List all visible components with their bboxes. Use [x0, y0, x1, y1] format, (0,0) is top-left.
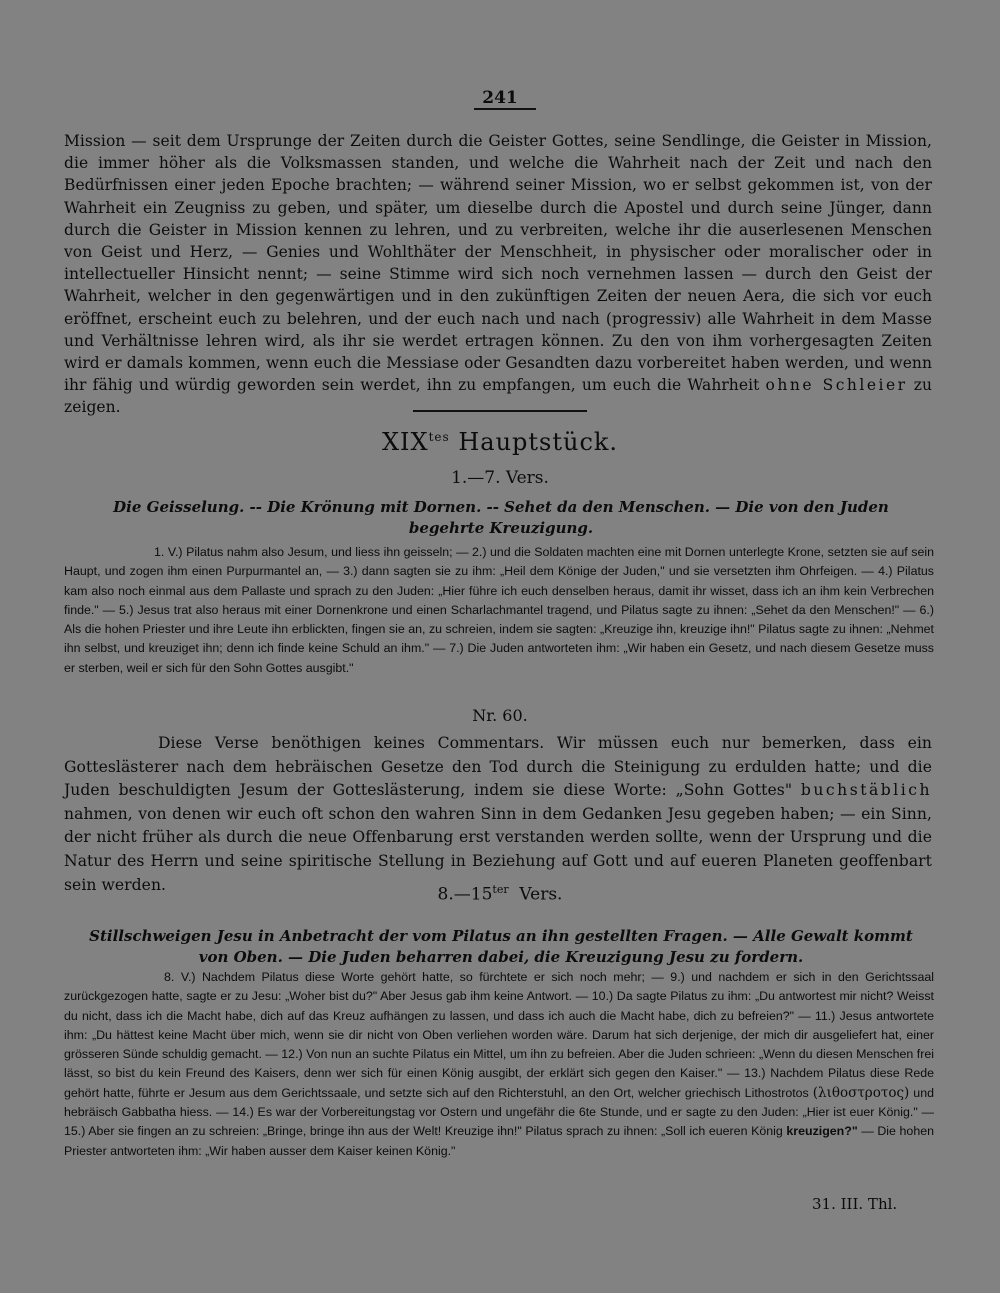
commentary-text-after: nahmen, von denen wir euch oft schon den wahren Sinn in dem Gedanken Jesu gegeben haben; — ein Sinn, der nicht früher als durch die neue Offenbarung erst verstanden werden sollte, wenn der Ursprung und die Natur des Herrn und seine spiritische Stellung in Beziehung auf Gott und auf eueren Planeten geoffenbart sein werden.: [64, 804, 932, 894]
greek-term: (λιθοστροτος): [812, 1084, 910, 1101]
verse-heading-2-end: Vers.: [519, 884, 563, 905]
commentary-emphasis: buchstäblich: [800, 781, 932, 800]
page-number: 241: [482, 88, 518, 108]
commentary-paragraph: [64, 732, 932, 897]
intro-emphasis: ohne Schleier: [765, 376, 908, 395]
chapter-number-suffix: tes: [428, 430, 450, 444]
section-summary-1: Die Geisselung. -- Die Krönung mit Dornen. -- Sehet da den Menschen. — Die von den Juden begehrte Kreuzigung.: [113, 498, 889, 537]
chapter-number: XIX: [381, 428, 429, 456]
verse-heading-2-suffix: ter: [492, 883, 509, 896]
verse-heading-2: [0, 883, 1000, 905]
intro-paragraph: [64, 130, 932, 419]
verse-heading-1: 1.—7. Vers.: [451, 468, 549, 488]
chapter-title: Hauptstück.: [458, 428, 619, 456]
verse-heading-2-start: 8.—15: [437, 884, 493, 905]
chapter-heading: [0, 428, 1000, 456]
verse-text-2-bold: kreuzigen?": [786, 1124, 858, 1139]
page-number-underline: [474, 108, 536, 110]
verse-text-2: [64, 968, 934, 1161]
verse-text-1: 1. V.) Pilatus nahm also Jesum, und liess ihn geisseln; — 2.) und die Soldaten machten eine mit Dornen unterlegte Krone, setzten sie auf sein Haupt, und zogen ihm einen Purpurmantel an, — 3.) dann sagten sie zu ihm: „Heil dem Könige der Juden," und sie versetzten ihm Ohrfeigen. — 4.) Pilatus kam also noch einmal aus dem Pallaste und sprach zu den Juden: „Hier führe ich euch denselben heraus, damit ihr wisset, dass ich an ihm kein Verbrechen finde." — 5.) Jesus trat also heraus mit einer Dornenkrone und einen Scharlachmantel tragend, und Pilatus sagte zu ihnen: „Sehet da den Menschen!" — 6.) Als die hohen Priester und ihre Leute ihn erblickten, fingen sie an, zu schreien, indem sie sagten: „Kreuzige ihn, kreuzige ihn!" Pilatus sagte zu ihnen: „Nehmet ihn selbst, und kreuziget ihn; denn ich finde keine Schuld an ihm." — 7.) Die Juden antworteten ihm: „Wir haben ein Gesetz, und nach diesem Gesetze muss er sterben, weil er sich für den Sohn Gottes ausgibt.": [64, 545, 934, 675]
verse-text-2-after: — Die hohen Priester antworteten ihm: „Wir haben ausser dem Kaiser keinen König.": [64, 1124, 934, 1158]
signature-mark: 31. III. Thl.: [812, 1195, 898, 1213]
commentary-text-before: Diese Verse benöthigen keines Commentars. Wir müssen euch nur bemerken, dass ein Gotteslästerer nach dem hebräischen Gesetze den Tod durch die Steinigung zu erdulden hatte; und die Juden beschuldigten Jesum der Gotteslästerung, indem sie diese Worte: „Sohn Gottes": [64, 734, 932, 800]
section-summary-2: Stillschweigen Jesu in Anbetracht der vom Pilatus an ihn gestellten Fragen. — Alle Gewalt kommt von Oben. — Die Juden beharren dabei, die Kreuzigung Jesu zu fordern.: [89, 927, 913, 966]
section-divider: [413, 410, 587, 412]
intro-ending: zu zeigen.: [64, 376, 932, 417]
intro-paragraph-text: Mission — seit dem Ursprunge der Zeiten durch die Geister Gottes, seine Sendlinge, die Geister in Mission, die immer höher als die Volksmassen standen, und welche die Wahrheit nach der Zeit und nach den Bedürfnissen einer jeden Epoche brachten; — während seiner Mission, wo er selbst gekommen ist, von der Wahrheit ein Zeugniss zu geben, und später, um dieselbe durch die Apostel und durch seine Jünger, dann durch die Geister in Mission kennen zu lehren, und zu verbreiten, welche ihr die auserlesenen Menschen von Geist und Herz, — Genies und Wohlthäter der Menschheit, in physischer oder moralischer oder in intellectueller Hinsicht nennt; — seine Stimme wird sich noch vernehmen lassen — durch den Geist der Wahrheit, welcher in den gegenwärtigen und in den zukünftigen Zeiten der neuen Aera, die sich vor euch eröffnet, erscheint euch zu belehren, und der euch nach und nach (progressiv) alle Wahrheit in dem Masse und Verhältnisse lehren wird, als ihr sie werdet ertragen können. Zu den von ihm vorhergesagten Zeiten wird er damals kommen, wenn euch die Messiase oder Gesandten dazu vorbereitet haben werden, und wenn ihr fähig und würdig geworden sein werdet, ihn zu empfangen, um euch die Wahrheit: [64, 132, 932, 395]
verse-text-2-middle: und hebräisch Gabbatha hiess. — 14.) Es war der Vorbereitungstag vor Ostern und ungefähr die 6te Stunde, und er sagte zu den Juden: „Hier ist euer König." — 15.) Aber sie fingen an zu schreien: „Bringe, bringe ihn aus der Welt! Kreuzige ihn!" Pilatus sprach zu ihnen: „Soll ich eueren König: [64, 1085, 934, 1139]
commentary-number-heading: Nr. 60.: [472, 706, 528, 725]
verse-text-2-before: 8. V.) Nachdem Pilatus diese Worte gehört hatte, so fürchtete er sich noch mehr; — 9.) und nachdem er sich in den Gerichtssaal zurückgezogen hatte, sagte er zu Jesu: „Woher bist du?" Aber Jesus gab ihm keine Antwort. — 10.) Da sagte Pilatus zu ihm: „Du antwortest mir nicht? Weisst du nicht, dass ich die Macht habe, dich auf das Kreuz aufhängen zu lassen, und dass ich auch die Macht habe, dich zu befreien?" — 11.) Jesus antwortete ihm: „Du hättest keine Macht über mich, wenn sie dir nicht von Oben verliehen worden wäre. Darum hat sich derjenige, der mich dir ausgeliefert hat, einer grösseren Sünde schuldig gemacht. — 12.) Von nun an suchte Pilatus ein Mittel, um ihn zu befreien. Aber die Juden schrieen: „Wenn du diesen Menschen frei lässt, so bist du kein Freund des Kaisers, denn wer sich für einen König ausgibt, der erklärt sich gegen den Kaiser." — 13.) Nachdem Pilatus diese Rede gehört hatte, führte er Jesum aus dem Gerichtssaale, und setzte sich auf den Richterstuhl, an den Ort, welcher griechisch Lithostrotos: [64, 970, 934, 1100]
